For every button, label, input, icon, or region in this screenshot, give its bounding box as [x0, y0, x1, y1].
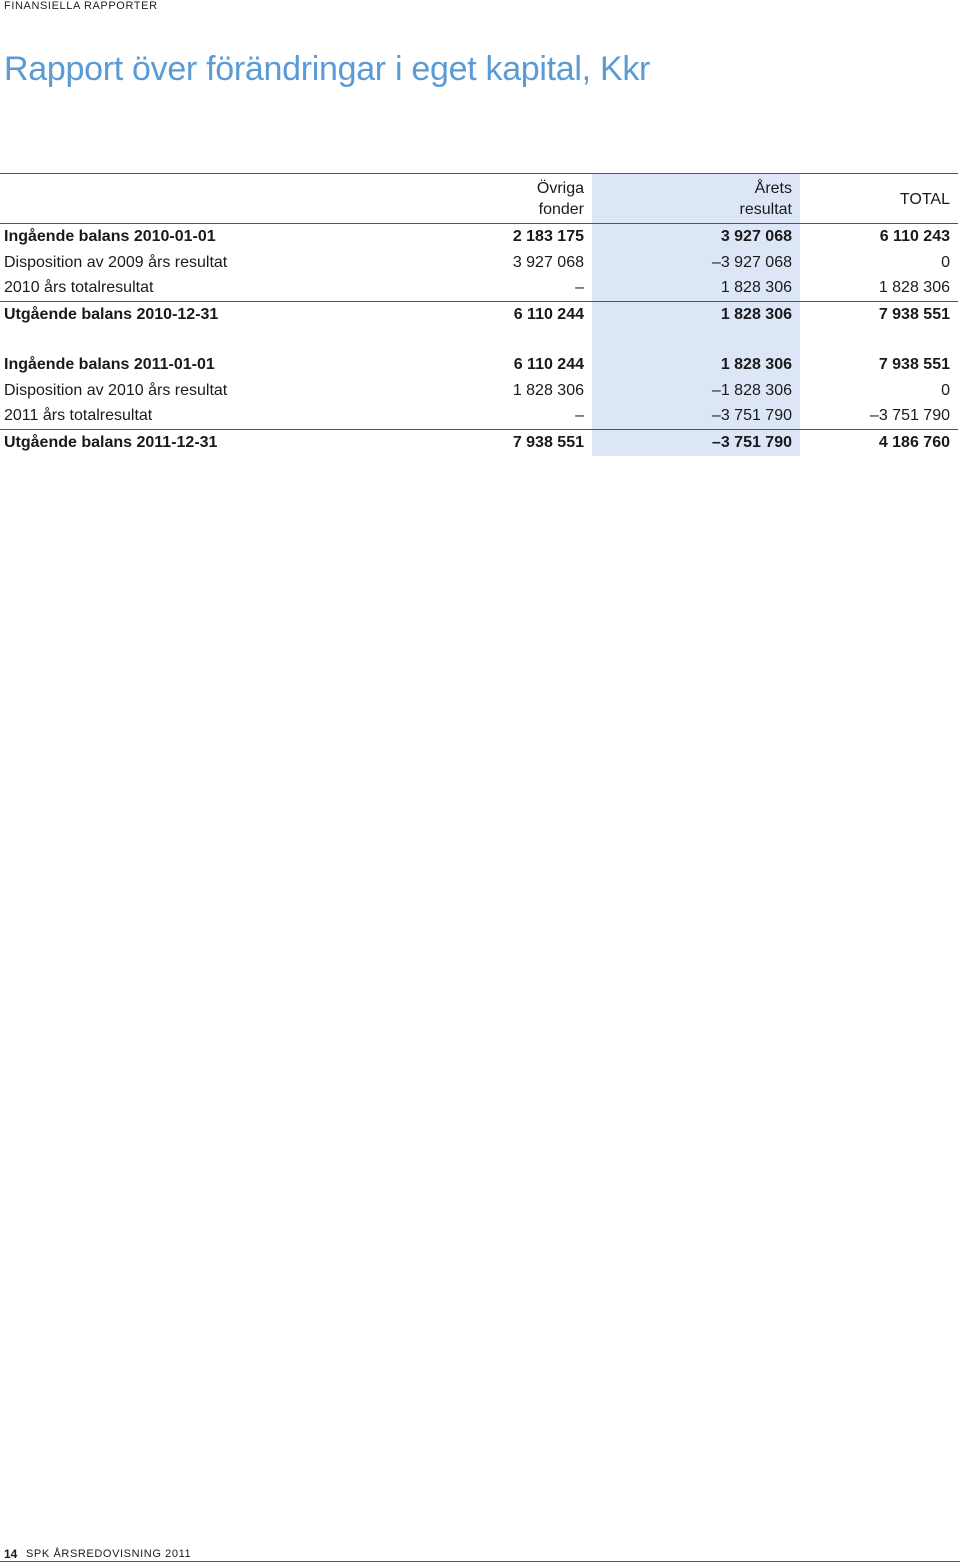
table-spacer-row [0, 328, 958, 352]
header-gap-cell [592, 174, 690, 224]
column-header-arets-resultat [690, 174, 800, 224]
table-row [0, 430, 958, 456]
page-title: Rapport över förändringar i eget kapital, Kkr [4, 50, 651, 88]
table-row [0, 276, 958, 302]
cell-total: 7 938 551 [878, 355, 950, 373]
gap-cell [592, 404, 690, 430]
gap-cell [592, 378, 690, 404]
cell-ovriga: 3 927 068 [512, 253, 584, 271]
table-row [0, 378, 958, 404]
cell-ovriga: – [430, 404, 592, 430]
cell-ovriga: 2 183 175 [512, 227, 584, 245]
header-arets-line2: resultat [739, 201, 792, 218]
row-label: Utgående balans 2010-12-31 [4, 305, 219, 323]
cell-total: 1 828 306 [800, 276, 958, 302]
cell-total: 6 110 243 [879, 227, 950, 245]
cell-total: 4 186 760 [878, 433, 950, 451]
table-row [0, 404, 958, 430]
table-row [0, 250, 958, 276]
row-label: Disposition av 2010 års resultat [4, 381, 228, 399]
cell-arets: 1 828 306 [690, 352, 800, 378]
cell-ovriga: 7 938 551 [512, 433, 584, 451]
equity-changes-table [0, 173, 958, 456]
cell-total: –3 751 790 [800, 404, 958, 430]
cell-arets: –3 751 790 [690, 404, 800, 430]
cell-arets: –3 927 068 [690, 250, 800, 276]
header-ovriga-line2: fonder [538, 201, 584, 218]
table-row [0, 302, 958, 328]
row-label: Disposition av 2009 års resultat [4, 253, 228, 271]
column-header-ovriga-fonder [430, 174, 592, 224]
page-number: 14 [4, 1547, 18, 1561]
row-label: Utgående balans 2011-12-31 [4, 433, 218, 451]
cell-ovriga: 6 110 244 [513, 305, 584, 323]
column-header-total: TOTAL [899, 190, 950, 208]
header-label-cell [0, 174, 430, 224]
row-label: 2010 års totalresultat [0, 276, 430, 302]
table-row [0, 224, 958, 250]
cell-ovriga: 1 828 306 [512, 381, 584, 399]
cell-arets: 1 828 306 [690, 276, 800, 302]
gap-cell [592, 224, 690, 250]
gap-cell [592, 276, 690, 302]
page-footer [0, 1544, 960, 1562]
cell-total: 0 [941, 381, 950, 399]
cell-total: 0 [941, 253, 950, 271]
gap-cell [592, 430, 690, 456]
cell-ovriga: 6 110 244 [513, 355, 584, 373]
row-label: Ingående balans 2010-01-01 [4, 227, 216, 245]
document-name: SPK ÅRSREDOVISNING 2011 [26, 1548, 192, 1560]
cell-ovriga: – [430, 276, 592, 302]
cell-arets: 3 927 068 [690, 224, 800, 250]
cell-arets: 1 828 306 [690, 302, 800, 328]
cell-arets: –3 751 790 [690, 430, 800, 456]
cell-arets: –1 828 306 [690, 378, 800, 404]
gap-cell [592, 302, 690, 328]
table-header-row [0, 174, 958, 224]
cell-total: 7 938 551 [878, 305, 950, 323]
table-row [0, 352, 958, 378]
header-arets-line1: Årets [754, 180, 792, 197]
row-label: 2011 års totalresultat [0, 404, 430, 430]
row-label: Ingående balans 2011-01-01 [4, 355, 215, 373]
header-ovriga-line1: Övriga [536, 180, 584, 197]
gap-cell [592, 250, 690, 276]
gap-cell [592, 352, 690, 378]
section-label: FINANSIELLA RAPPORTER [4, 0, 158, 12]
